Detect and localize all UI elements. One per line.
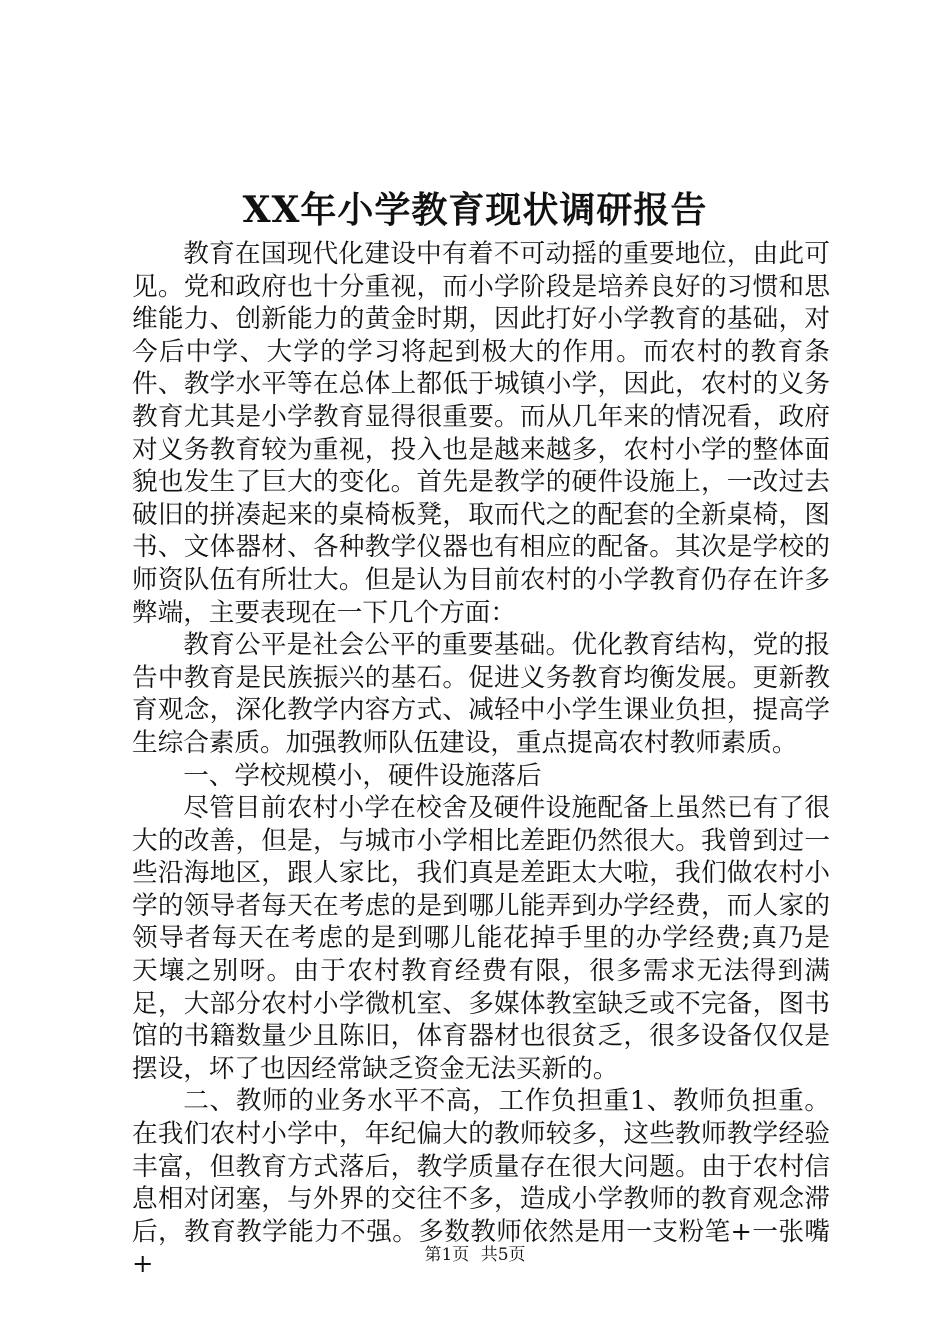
document-body — [132, 238, 830, 1281]
paragraph-teachers: 二、教师的业务水平不高，工作负担重1、教师负担重。在我们农村小学中，年纪偏大的教师较多，这些教师教学经验丰富，但教育方式落后，教学质量存在很大问题。由于农村信息相对闭塞，与外界的交往不多，造成小学教师的教育观念滞后，教育教学能力不强。多数教师依然是用一支粉笔+一张嘴+ — [132, 1086, 830, 1280]
paragraph-education-fairness: 教育公平是社会公平的重要基础。优化教育结构，党的报告中教育是民族振兴的基石。促进义务教育均衡发展。更新教育观念，深化教学内容方式、减轻中小学生课业负担，提高学生综合素质。加强教师队伍建设，重点提高农村教师素质。 — [132, 630, 830, 758]
page-total: 共5页 — [480, 1245, 526, 1265]
paragraph-facilities: 尽管目前农村小学在校舍及硬件设施配备上虽然已有了很大的改善，但是，与城市小学相比差距仍然很大。我曾到过一些沿海地区，跟人家比，我们真是差距太大啦，我们做农村小学的领导者每天在考虑的是到哪儿能弄到办学经费，而人家的领导者每天在考虑的是到哪儿能花掉手里的办学经费;真乃是天壤之别呀。由于农村教育经费有限，很多需求无法得到满足，大部分农村小学微机室、多媒体教室缺乏或不完备，图书馆的书籍数量少且陈旧，体育器材也很贫乏，很多设备仅仅是摆设，坏了也因经常缺乏资金无法买新的。 — [132, 793, 830, 1084]
document-title: XX年小学教育现状调研报告 — [242, 189, 708, 231]
section-heading-school-scale: 一、学校规模小，硬件设施落后 — [183, 760, 542, 791]
paragraph-intro: 教育在国现代化建设中有着不可动摇的重要地位，由此可见。党和政府也十分重视，而小学阶段是培养良好的习惯和思维能力、创新能力的黄金时期，因此打好小学教育的基础，对今后中学、大学的学习将起到极大的作用。而农村的教育条件、教学水平等在总体上都低于城镇小学，因此，农村的义务教育尤其是小学教育显得很重要。而从几年来的情况看，政府对义务教育较为重视，投入也是越来越多，农村小学的整体面貌也发生了巨大的变化。首先是教学的硬件设施上，一改过去破旧的拼凑起来的桌椅板凳，取而代之的配套的全新桌椅，图书、文体器材、各种教学仪器也有相应的配备。其次是学校的师资队伍有所壮大。但是认为目前农村的小学教育仍存在许多弊端，主要表现在一下几个方面： — [132, 239, 830, 628]
page-number: 第1页 — [424, 1245, 470, 1265]
page-footer — [0, 1244, 950, 1266]
